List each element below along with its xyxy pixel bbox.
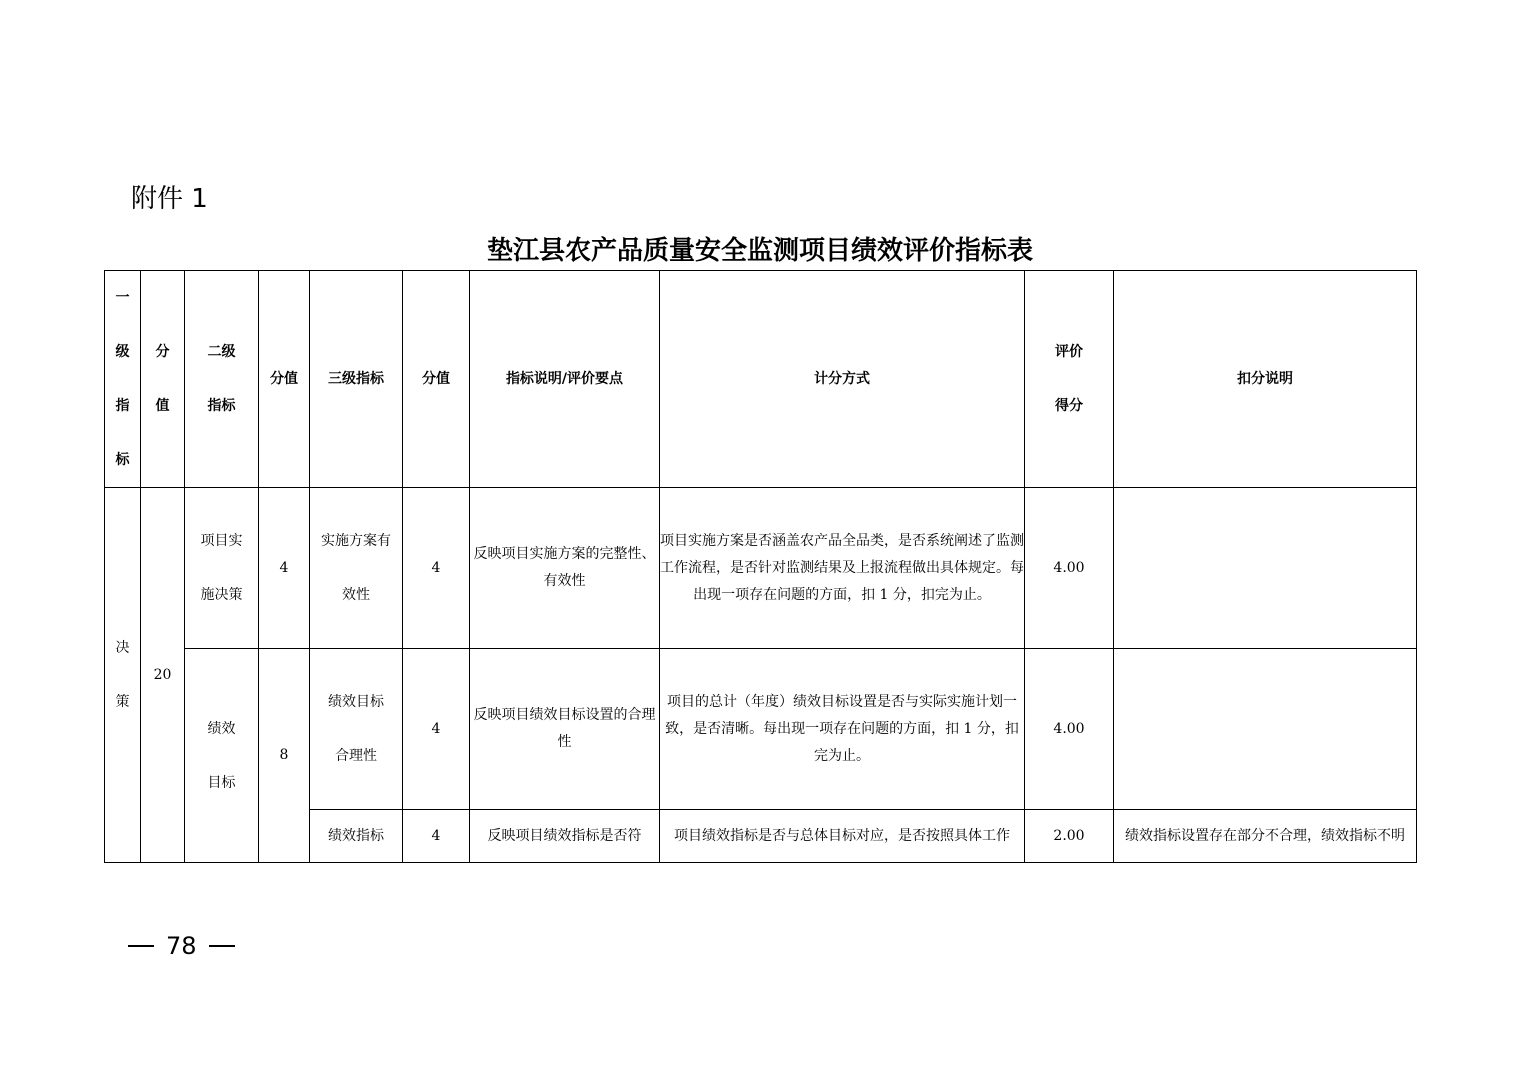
header-score2: 分值 bbox=[259, 271, 310, 488]
right-dash bbox=[209, 945, 235, 947]
header-description: 指标说明/评价要点 bbox=[470, 271, 660, 488]
header-level2: 二级指标 bbox=[185, 271, 259, 488]
table-header-row bbox=[105, 271, 1417, 488]
header-score1: 分值 bbox=[141, 271, 185, 488]
method-cell: 项目实施方案是否涵盖农产品全品类，是否系统阐述了监测工作流程，是否针对监测结果及上报流程做出具体规定。每出现一项存在问题的方面，扣 1 分，扣完为止。 bbox=[660, 488, 1025, 649]
level1-cell: 决策 bbox=[105, 488, 141, 863]
eval-score-cell: 2.00 bbox=[1025, 810, 1114, 863]
header-level1: 一级指标 bbox=[105, 271, 141, 488]
deduction-cell bbox=[1114, 488, 1417, 649]
level2-cell: 项目实施决策 bbox=[185, 488, 259, 649]
header-score3: 分值 bbox=[403, 271, 470, 488]
score3-cell: 4 bbox=[403, 810, 470, 863]
attachment-label: 附件 1 bbox=[131, 184, 208, 214]
description-cell: 反映项目绩效指标是否符 bbox=[470, 810, 660, 863]
level3-cell: 绩效指标 bbox=[310, 810, 403, 863]
description-cell: 反映项目实施方案的完整性、有效性 bbox=[470, 488, 660, 649]
score3-cell: 4 bbox=[403, 649, 470, 810]
score3-cell: 4 bbox=[403, 488, 470, 649]
level2-cell: 绩效目标 bbox=[185, 649, 259, 863]
header-level3: 三级指标 bbox=[310, 271, 403, 488]
left-dash bbox=[128, 945, 154, 947]
deduction-cell: 绩效指标设置存在部分不合理，绩效指标不明 bbox=[1114, 810, 1417, 863]
table-row bbox=[105, 488, 1417, 649]
score2-cell: 4 bbox=[259, 488, 310, 649]
page-title: 垫江县农产品质量安全监测项目绩效评价指标表 bbox=[486, 236, 1033, 266]
method-cell: 项目绩效指标是否与总体目标对应，是否按照具体工作 bbox=[660, 810, 1025, 863]
description-cell: 反映项目绩效目标设置的合理性 bbox=[470, 649, 660, 810]
level3-cell: 绩效目标合理性 bbox=[310, 649, 403, 810]
header-deduction: 扣分说明 bbox=[1114, 271, 1417, 488]
deduction-cell bbox=[1114, 649, 1417, 810]
eval-score-cell: 4.00 bbox=[1025, 488, 1114, 649]
level3-cell: 实施方案有效性 bbox=[310, 488, 403, 649]
header-method: 计分方式 bbox=[660, 271, 1025, 488]
page-number bbox=[128, 932, 235, 960]
eval-score-cell: 4.00 bbox=[1025, 649, 1114, 810]
score2-cell: 8 bbox=[259, 649, 310, 863]
page-number-value: 78 bbox=[166, 932, 197, 960]
table-row bbox=[105, 649, 1417, 810]
header-eval-score: 评价得分 bbox=[1025, 271, 1114, 488]
score1-cell: 20 bbox=[141, 488, 185, 863]
method-cell: 项目的总计（年度）绩效目标设置是否与实际实施计划一致，是否清晰。每出现一项存在问题的方面，扣 1 分，扣完为止。 bbox=[660, 649, 1025, 810]
indicator-table bbox=[104, 270, 1417, 863]
